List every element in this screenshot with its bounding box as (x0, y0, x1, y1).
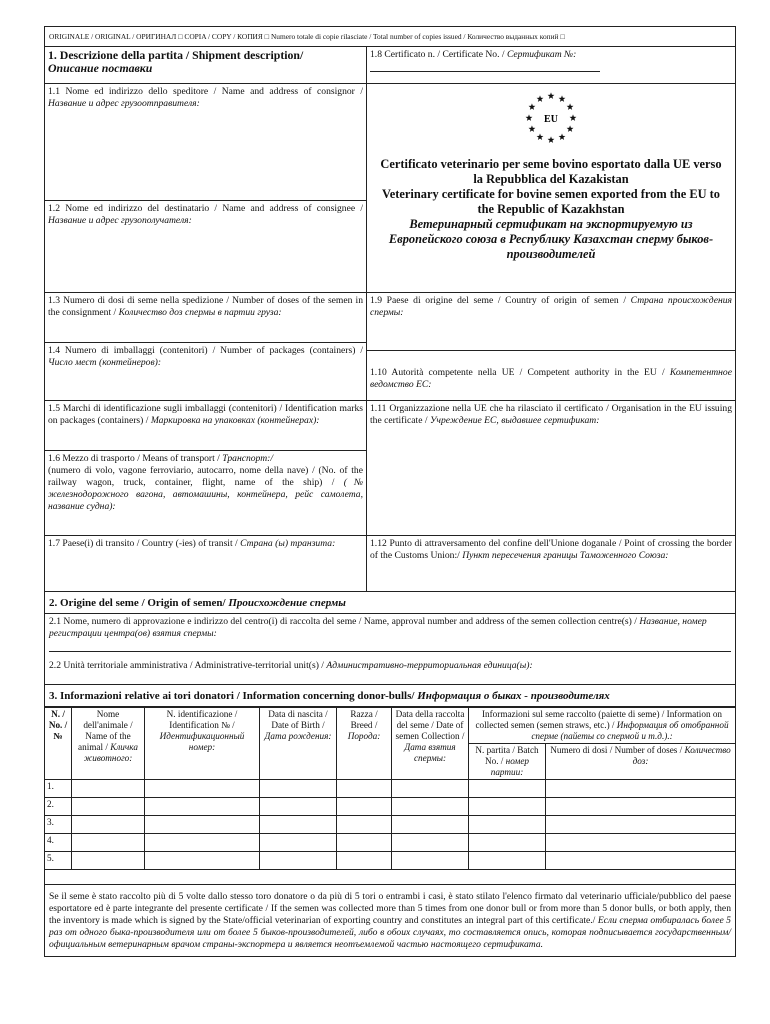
id-cell[interactable] (145, 852, 260, 870)
collection-date-cell[interactable] (392, 798, 469, 816)
batch-cell[interactable] (469, 834, 546, 852)
consignee-field[interactable]: 1.2 Nome ed indirizzo del destinatario / Name and address of consignee / Название и адрес грузополучателя: (45, 201, 366, 293)
certificate-form (44, 26, 736, 957)
certificate-title-ru: Ветеринарный сертификат на экспортируемую из Европейского союза в Республику Казахстан сперму быков-производителей (388, 217, 714, 261)
dob-cell[interactable] (260, 852, 337, 870)
animal-name-cell[interactable] (72, 816, 145, 834)
certificate-title-en: Veterinary certificate for bovine semen exported from the EU to the Republic of Kazakhstan (381, 187, 720, 216)
doses-in-consignment-field[interactable]: 1.3 Numero di dosi di seme nella spedizione / Number of doses of the semen in the consignment / Количество доз спермы в партии груза: (45, 293, 366, 343)
row-number: 5. (45, 852, 72, 870)
package-marks-field[interactable]: 1.5 Marchi di identificazione sugli imballaggi (contenitori) / Identification marks on packages (containers) / Маркировка на упаковках (контейнерах): (45, 401, 366, 451)
collection-date-cell[interactable] (392, 780, 469, 798)
collection-date-cell[interactable] (392, 834, 469, 852)
id-cell[interactable] (145, 816, 260, 834)
certificate-title-it: Certificato veterinario per seme bovino esportato dalla UE verso la Repubblica del Kazakistan (380, 157, 722, 186)
eu-star-icon (537, 95, 544, 102)
section-2 (45, 591, 735, 684)
col-header-id: N. identificazione / Identification № / Идентификационный номер: (145, 708, 260, 780)
batch-cell[interactable] (469, 780, 546, 798)
col-header-dob: Data di nascita / Date of Birth / Дата рождения: (260, 708, 337, 780)
table-row (45, 780, 735, 798)
row-number: 3. (45, 816, 72, 834)
table-row (45, 834, 735, 852)
animal-name-cell[interactable] (72, 798, 145, 816)
certificate-title (370, 157, 732, 262)
col-header-no: N. / No. /№ (45, 708, 72, 780)
col-header-semen-info: Informazioni sul seme raccolto (paiette di seme) / Information on collected semen (semen straws, etc.) / Информация об отобранной сперме (пайеты со спермой и т.д.).: (469, 708, 736, 744)
eu-star-icon (537, 133, 544, 140)
section-1-right-column (367, 47, 735, 591)
eu-star-icon (526, 114, 533, 121)
eu-star-icon (548, 136, 555, 143)
section-3 (45, 684, 735, 956)
table-row (45, 798, 735, 816)
id-cell[interactable] (145, 780, 260, 798)
donor-bulls-table (45, 707, 735, 870)
animal-name-cell[interactable] (72, 780, 145, 798)
col-header-collection-date: Data della raccolta del seme / Date of semen Collection / Дата взятия спермы: (392, 708, 469, 780)
row-number: 4. (45, 834, 72, 852)
copies-line: ORIGINALE / ORIGINAL / ОРИГИНАЛ □ COPIA / COPY / КОПИЯ □ Numero totale di copie rilasciate / Total number of copies issued / Количество выданных копий □ (45, 27, 735, 47)
certificate-number-field[interactable]: 1.8 Certificato n. / Certificate No. / Сертификат №: (367, 47, 735, 84)
collection-centre-field[interactable]: 2.1 Nome, numero di approvazione e indirizzo del centro(i) di raccolta del seme / Name, approval number and address of the semen collection centre(s) / Название, номер регистрации центра(ов) взятия спермы: (49, 616, 707, 639)
eu-stars-icon (522, 89, 580, 147)
eu-star-icon (529, 103, 536, 110)
eu-star-icon (529, 125, 536, 132)
eu-star-icon (559, 133, 566, 140)
doses-cell[interactable] (546, 798, 736, 816)
breed-cell[interactable] (337, 798, 392, 816)
doses-cell[interactable] (546, 834, 736, 852)
animal-name-cell[interactable] (72, 834, 145, 852)
breed-cell[interactable] (337, 834, 392, 852)
table-spacer (45, 870, 735, 884)
packages-count-field[interactable]: 1.4 Numero di imballaggi (contenitori) / Number of packages (containers) / Число мест (контейнеров): (45, 343, 366, 401)
section-2-title: 2. Origine del seme / Origin of semen/ Происхождение спермы (45, 592, 735, 614)
eu-star-icon (567, 125, 574, 132)
country-of-origin-field[interactable]: 1.9 Paese di origine del seme / Country of origin of semen / Страна происхождения спермы: (367, 293, 735, 351)
table-row (45, 816, 735, 834)
section-1-left-column (45, 47, 367, 591)
transit-countries-field[interactable]: 1.7 Paese(i) di transito / Country (-ies) of transit / Страна (ы) транзита: (48, 538, 336, 549)
doses-cell[interactable] (546, 852, 736, 870)
section-1-title: 1. Descrizione della partita / Shipment description/ Описание поставки (45, 47, 366, 84)
certificate-title-block (367, 84, 735, 293)
doses-cell[interactable] (546, 780, 736, 798)
dob-cell[interactable] (260, 798, 337, 816)
inventory-footnote: Se il seme è stato raccolto più di 5 volte dallo stesso toro donatore o da più di 5 tori o entrambi i casi, è stato stilato l'elenco firmato dal veterinario ufficiale/pubblico del paese esportatore ed è parte integrante del presente certificate / If the semen was collected more than 5 times from one donor bull or from more than 5 donor bulls, or both apply, then the inventory is made which is signed by the State/official veterinarian of exporting country and constitutes an integral part of this certificate./ Если сперма отбиралась более 5 раз от одного быка-производителя или от более 5 быков-производителей, либо в обоих случаях, то составляется опись, которая подписывается государственным/официальным ветеринарным врачом страны-экспортера и является неотъемлемой частью настоящего сертификата. (45, 884, 735, 956)
competent-authority-field[interactable]: 1.10 Autorità competente nella UE / Competent authority in the EU / Компетентное ведомство ЕС: (367, 351, 735, 401)
consignor-field[interactable]: 1.1 Nome ed indirizzo dello speditore / Name and address of consignor / Название и адрес грузоотправителя: (45, 84, 366, 201)
administrative-unit-field[interactable]: 2.2 Unità territoriale amministrativa / Administrative-territorial unit(s) / Административно-территориальная единица(ы): (49, 660, 533, 671)
breed-cell[interactable] (337, 852, 392, 870)
id-cell[interactable] (145, 834, 260, 852)
eu-star-icon (570, 114, 577, 121)
section-3-title: 3. Informazioni relative ai tori donatori / Information concerning donor-bulls/ Информация о быках - производителях (45, 685, 735, 707)
means-of-transport-field[interactable]: 1.6 Mezzo di trasporto / Means of transport / Транспорт:/ (numero di volo, vagone ferroviario, autocarro, nome della nave) / (No. of the railway wagon, truck, container, flight, name of the ship) / (№ железнодорожного вагона, автомашины, контейнера, рейс самолета, название судна): (45, 451, 366, 536)
breed-cell[interactable] (337, 816, 392, 834)
col-header-name: Nome dell'animale / Name of the animal / Кличка животного: (72, 708, 145, 780)
animal-name-cell[interactable] (72, 852, 145, 870)
eu-star-icon (548, 92, 555, 99)
col-header-doses: Numero di dosi / Number of doses / Количество доз: (546, 744, 736, 780)
batch-cell[interactable] (469, 798, 546, 816)
row-number: 1. (45, 780, 72, 798)
batch-cell[interactable] (469, 816, 546, 834)
certificate-number-line (370, 71, 600, 72)
row-number: 2. (45, 798, 72, 816)
id-cell[interactable] (145, 798, 260, 816)
table-row (45, 852, 735, 870)
border-crossing-field[interactable]: 1.12 Punto di attraversamento del confine dell'Unione doganale / Point of crossing the border of the Customs Union:/ Пункт пересечения границы Таможенного Союза: (370, 538, 732, 561)
breed-cell[interactable] (337, 780, 392, 798)
dob-cell[interactable] (260, 816, 337, 834)
eu-star-icon (559, 95, 566, 102)
dob-cell[interactable] (260, 834, 337, 852)
collection-date-cell[interactable] (392, 852, 469, 870)
doses-cell[interactable] (546, 816, 736, 834)
col-header-breed: Razza / Breed / Порода: (337, 708, 392, 780)
section-1-grid (45, 47, 735, 591)
issuing-organisation-field[interactable]: 1.11 Organizzazione nella UE che ha rilasciato il certificato / Organisation in the EU issuing the certificate / Учреждение ЕС, выдавшее сертификат: (367, 401, 735, 536)
table-header-row (45, 708, 735, 744)
batch-cell[interactable] (469, 852, 546, 870)
col-header-batch: N. partita / Batch No. / номер партии: (469, 744, 546, 780)
collection-date-cell[interactable] (392, 816, 469, 834)
eu-emblem-label: EU (544, 114, 558, 125)
eu-star-icon (567, 103, 574, 110)
dob-cell[interactable] (260, 780, 337, 798)
